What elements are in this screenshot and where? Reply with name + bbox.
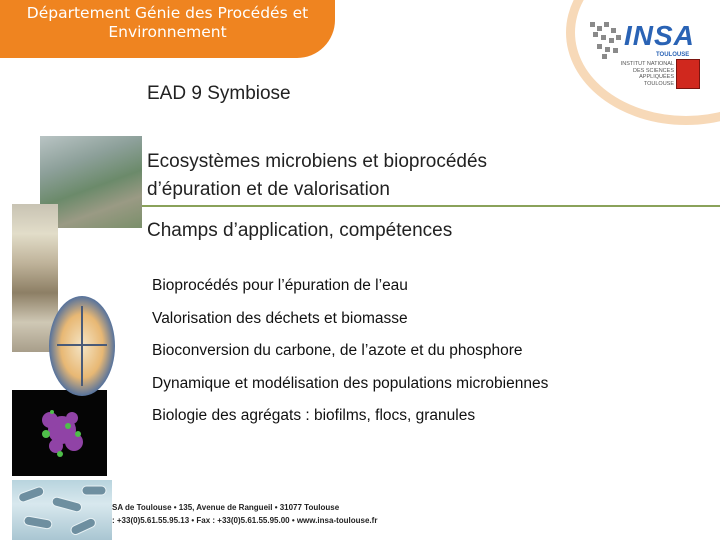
bullet-item: Valorisation des déchets et biomasse — [152, 309, 408, 327]
footer-line2: : +33(0)5.61.55.95.13 • Fax : +33(0)5.61.55.95.00 • www.insa-toulouse.fr — [112, 516, 378, 525]
logo-institute-line2: DES SCIENCES APPLIQUÉES — [633, 67, 674, 80]
bullet-item: Biologie des agrégats : biofilms, flocs, granules — [152, 407, 476, 424]
slide-subtitle — [147, 148, 487, 204]
header-title — [0, 4, 335, 42]
insa-logo — [588, 16, 708, 92]
bullet-list — [152, 276, 548, 439]
logo-wordmark: INSA — [624, 20, 695, 51]
cell-division-line — [81, 306, 83, 386]
bullet-item: Bioprocédés pour l’épuration de l’eau — [152, 277, 408, 294]
microscopy-aggregate-photo — [12, 390, 107, 476]
header-title-line2: Environnement — [108, 23, 227, 41]
section-heading: Champs d’application, compétences — [147, 220, 453, 241]
logo-city: TOULOUSE — [656, 52, 690, 58]
section-divider — [108, 205, 720, 207]
slide-subtitle-line2: d’épuration et de valorisation — [147, 179, 390, 200]
slide-subtitle-line1: Ecosystèmes microbiens et bioprocédés — [147, 151, 488, 172]
logo-institute-line1: INSTITUT NATIONAL — [620, 61, 674, 67]
footer-address — [112, 501, 377, 527]
logo-seal-icon — [676, 59, 700, 89]
bacteria-icon — [12, 480, 112, 540]
logo-dots-icon — [588, 20, 624, 60]
bullet-item: Bioconversion du carbone, de l’azote et du phosphore — [152, 342, 523, 359]
aggregate-icon — [12, 390, 107, 476]
logo-institute-text — [598, 61, 674, 87]
bullet-item: Dynamique et modélisation des populations microbiennes — [152, 374, 549, 392]
footer-line1: SA de Toulouse • 135, Avenue de Rangueil • 31077 Toulouse — [112, 503, 340, 512]
logo-institute-line3: TOULOUSE — [643, 80, 674, 87]
slide-title: EAD 9 Symbiose — [147, 83, 291, 104]
header-title-line1: Département Génie des Procédés et — [26, 4, 309, 22]
cell-division-line — [57, 344, 107, 346]
microscopy-bacteria-photo — [12, 480, 112, 540]
